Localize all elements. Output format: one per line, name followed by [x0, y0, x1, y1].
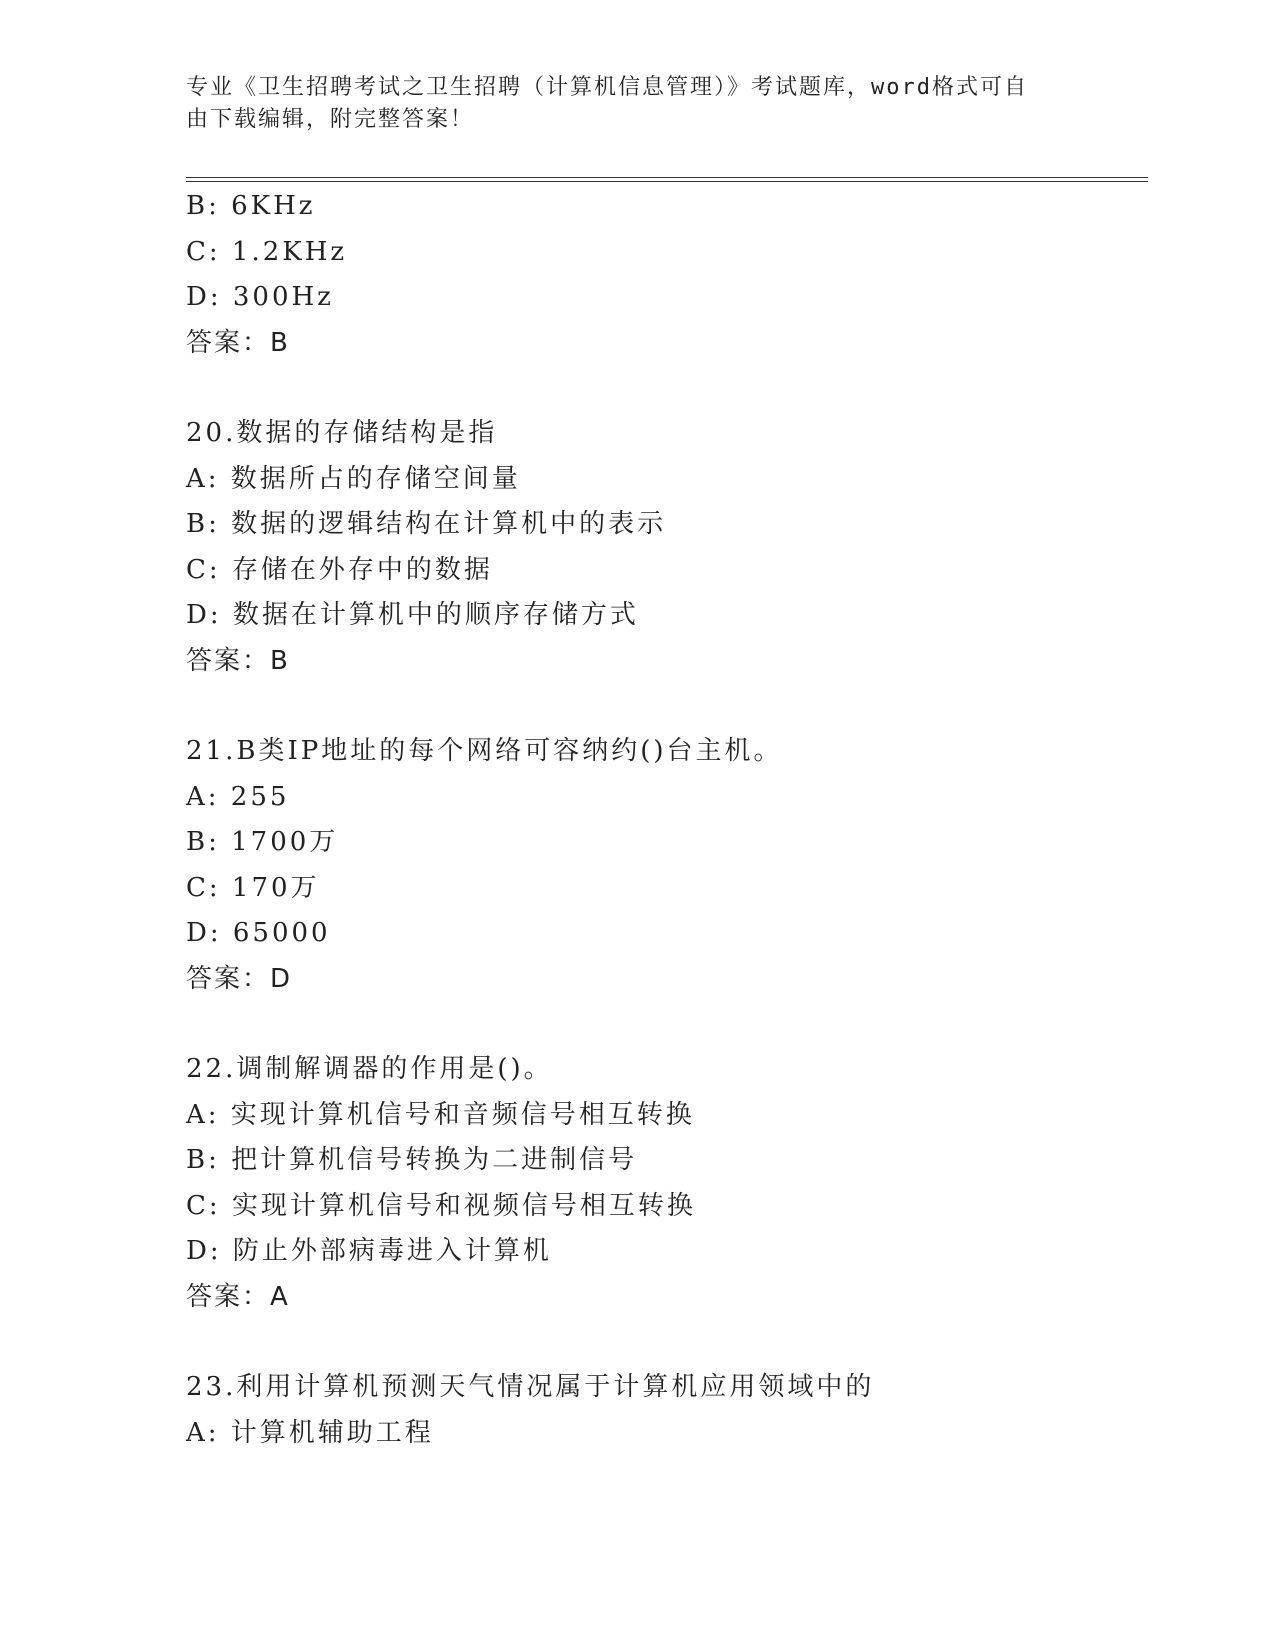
question-spacer: [186, 691, 1146, 736]
option-c: C: 实现计算机信号和视频信号相互转换: [186, 1190, 696, 1221]
option-b: B: 数据的逻辑结构在计算机中的表示: [186, 509, 667, 539]
question-spacer: [186, 1327, 1146, 1372]
option-c: C: 1.2KHz: [186, 236, 348, 267]
header-line-1: 专业《卫生招聘考试之卫生招聘（计算机信息管理）》考试题库，word格式可自: [186, 75, 1028, 100]
question-text: 21.B类IP地址的每个网络可容纳约()台主机。: [186, 736, 783, 766]
header-divider-top: [186, 177, 1148, 178]
option-a: A: 数据所占的存储空间量: [186, 463, 521, 494]
option-a: A: 实现计算机信号和音频信号相互转换: [186, 1099, 695, 1130]
option-c: C: 170万: [186, 872, 320, 903]
question-23: [186, 1372, 1146, 1448]
option-d: D: 防止外部病毒进入计算机: [186, 1236, 552, 1266]
question-spacer: [186, 373, 1146, 418]
question-text: 20.数据的存储结构是指: [186, 418, 498, 448]
option-a: A: 计算机辅助工程: [186, 1417, 434, 1448]
option-d: D: 数据在计算机中的顺序存储方式: [186, 600, 639, 630]
question-22: [186, 1054, 1146, 1312]
answer: 答案：A: [186, 1281, 290, 1312]
option-b: B: 把计算机信号转换为二进制信号: [186, 1145, 638, 1175]
document-header: [186, 72, 1086, 136]
question-20: [186, 418, 1146, 676]
answer: 答案：B: [186, 645, 290, 676]
option-b: B: 1700万: [186, 827, 339, 857]
header-divider-bottom: [186, 181, 1148, 182]
question-text: 23.利用计算机预测天气情况属于计算机应用领域中的: [186, 1372, 875, 1402]
option-d: D: 300Hz: [186, 282, 334, 312]
question-text: 22.调制解调器的作用是()。: [186, 1054, 553, 1084]
question-spacer: [186, 1009, 1146, 1054]
option-a: A: 255: [186, 781, 290, 812]
option-c: C: 存储在外存中的数据: [186, 554, 493, 585]
option-d: D: 65000: [186, 918, 331, 948]
answer: 答案：B: [186, 327, 290, 358]
answer: 答案：D: [186, 963, 293, 994]
option-b: B: 6KHz: [186, 191, 316, 221]
question-21: [186, 736, 1146, 994]
header-line-2: 由下载编辑，附完整答案！: [186, 107, 475, 132]
question-19: [186, 191, 1146, 358]
document-body: [186, 191, 1146, 1463]
